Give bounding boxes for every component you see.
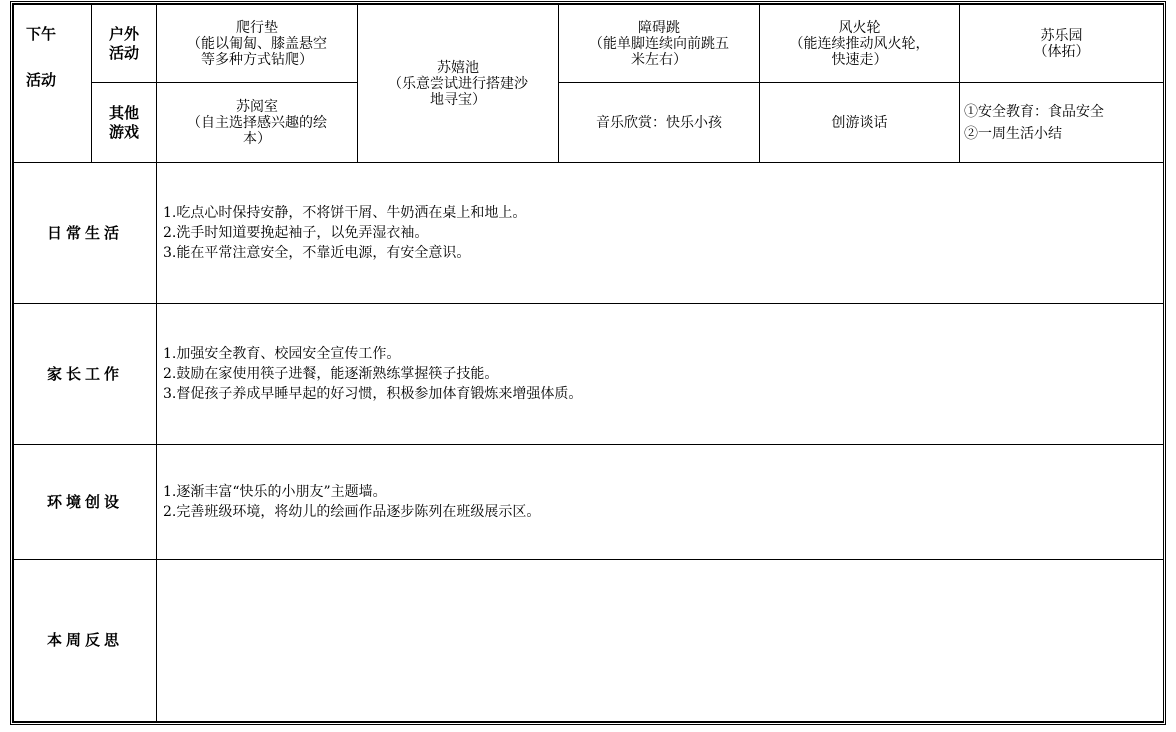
outdoor-fire-wheel: 风火轮 （能连续推动风火轮， 快速走）: [760, 5, 960, 83]
weekly-reflection-label: 本周反思: [14, 560, 157, 722]
outdoor-sand-pool: 苏嬉池 （乐意尝试进行搭建沙 地寻宝）: [358, 5, 559, 163]
weekly-plan-frame: [10, 1, 1166, 725]
other-creative-talk: 创游谈话: [760, 83, 960, 163]
afternoon-label-top: 下午: [26, 25, 57, 43]
outdoor-su-park: 苏乐园 （体拓）: [960, 5, 1164, 83]
outdoor-obstacle-jump: 障碍跳 （能单脚连续向前跳五 米左右）: [559, 5, 760, 83]
environment-label: 环境创设: [14, 445, 157, 560]
parent-work-label: 家长工作: [14, 304, 157, 445]
environment-content: 1.逐渐丰富“快乐的小朋友”主题墙。 2.完善班级环境，将幼儿的绘画作品逐步陈列在班级展示区。: [157, 445, 1164, 560]
outdoor-crawl-mat: 爬行垫 （能以匍匐、膝盖悬空 等多种方式钻爬）: [157, 5, 358, 83]
daily-life-content: 1.吃点心时保持安静，不将饼干屑、牛奶洒在桌上和地上。 2.洗手时知道要挽起袖子，以免弄湿衣袖。 3.能在平常注意安全，不靠近电源，有安全意识。: [157, 163, 1164, 304]
parent-work-content: 1.加强安全教育、校园安全宣传工作。 2.鼓励在家使用筷子进餐，能逐渐熟练掌握筷子技能。 3.督促孩子养成早睡早起的好习惯，积极参加体育锻炼来增强体质。: [157, 304, 1164, 445]
other-reading-room: 苏阅室 （自主选择感兴趣的绘 本）: [157, 83, 358, 163]
other-music-appreciation: 音乐欣赏：快乐小孩: [559, 83, 760, 163]
afternoon-label-bottom: 活动: [26, 71, 57, 89]
afternoon-activity-label: [14, 5, 92, 163]
weekly-reflection-content[interactable]: [157, 560, 1164, 722]
daily-life-label: 日常生活: [14, 163, 157, 304]
outdoor-activity-label: 户外 活动: [92, 5, 157, 83]
weekly-plan-table: [13, 4, 1164, 722]
other-games-label: 其他 游戏: [92, 83, 157, 163]
other-safety-education: ①安全教育：食品安全 ②一周生活小结: [960, 83, 1164, 163]
